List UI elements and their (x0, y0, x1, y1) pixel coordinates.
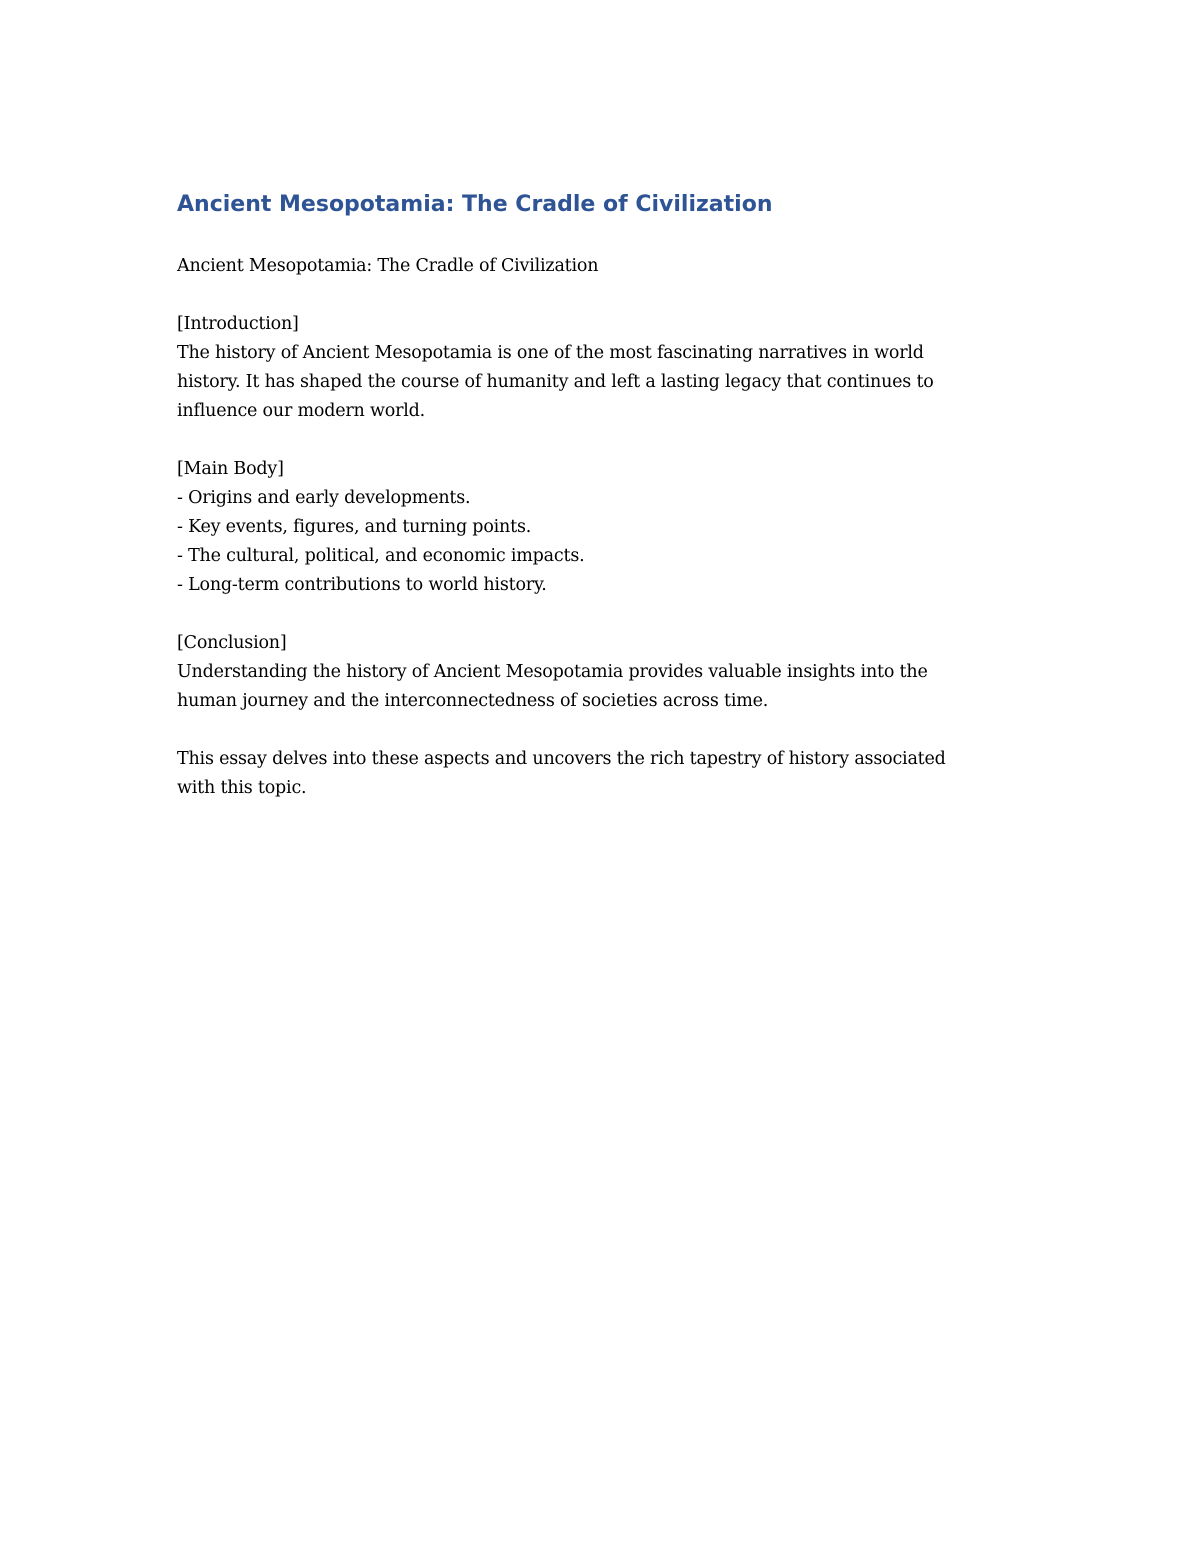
closing-line: This essay delves into these aspects and uncovers the rich tapestry of history associated (177, 749, 946, 769)
closing-line: with this topic. (177, 778, 307, 798)
main-body-list (177, 484, 1007, 600)
document-subtitle: Ancient Mesopotamia: The Cradle of Civilization (177, 256, 599, 276)
introduction-line: influence our modern world. (177, 401, 426, 421)
introduction-line: The history of Ancient Mesopotamia is one of the most fascinating narratives in world (177, 343, 924, 363)
main-body-section (177, 455, 1007, 600)
document-content (177, 188, 1007, 803)
introduction-section (177, 310, 1007, 426)
list-item: - Origins and early developments. (177, 488, 471, 508)
document-body (177, 252, 1007, 803)
list-item: - The cultural, political, and economic impacts. (177, 546, 585, 566)
introduction-line: history. It has shaped the course of humanity and left a lasting legacy that continues to (177, 372, 934, 392)
conclusion-line: Understanding the history of Ancient Mesopotamia provides valuable insights into the (177, 662, 928, 682)
conclusion-label: [Conclusion] (177, 633, 287, 653)
main-body-label: [Main Body] (177, 459, 284, 479)
introduction-label: [Introduction] (177, 314, 299, 334)
list-item: - Key events, figures, and turning points. (177, 517, 532, 537)
list-item: - Long-term contributions to world history. (177, 575, 547, 595)
conclusion-section (177, 629, 1007, 716)
conclusion-line: human journey and the interconnectedness of societies across time. (177, 691, 769, 711)
closing-paragraph (177, 745, 1007, 803)
document-heading: Ancient Mesopotamia: The Cradle of Civilization (177, 192, 773, 217)
